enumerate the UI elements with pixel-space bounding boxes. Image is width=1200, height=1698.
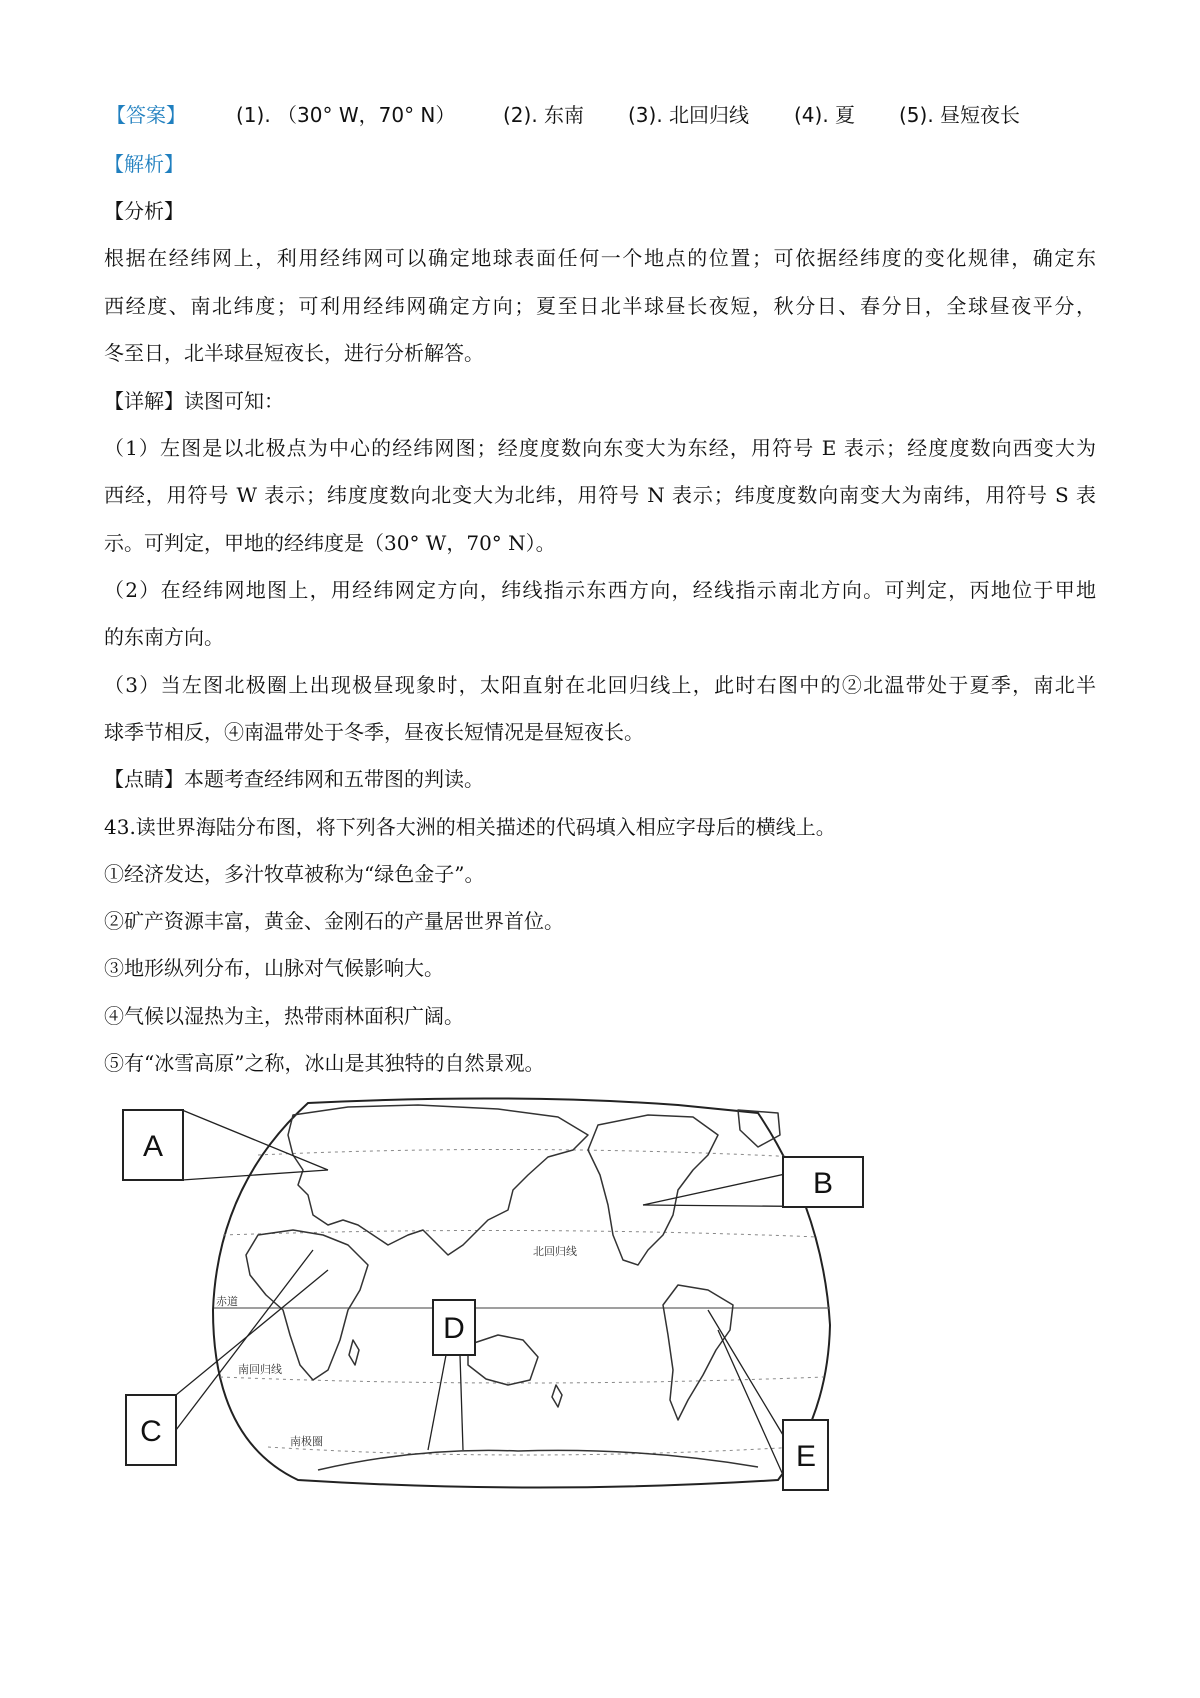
answer-item-2: (2). 东南 (503, 103, 585, 127)
fenxi-line-3: 冬至日，北半球昼短夜长，进行分析解答。 (104, 341, 484, 365)
option-3: ③地形纵列分布，山脉对气候影响大。 (104, 956, 444, 980)
map-label-b: B (812, 1167, 834, 1200)
p3-line-2: 球季节相反，④南温带处于冬季，昼夜长短情况是昼短夜长。 (104, 720, 644, 744)
map-label-e: E (795, 1440, 817, 1473)
continent-antarctica (318, 1450, 758, 1470)
option-2: ②矿产资源丰富，黄金、金刚石的产量居世界首位。 (104, 909, 564, 933)
p2-line-2: 的东南方向。 (104, 625, 224, 649)
p1-line-1: （1）左图是以北极点为中心的经纬网图；经度度数向东变大为东经，用符号 E 表示；经度度数向西变大为 (104, 436, 1096, 460)
analysis-tag: 【解析】 (104, 152, 184, 176)
label-tropic-of-capricorn: 南回归线 (238, 1364, 282, 1376)
answer-item-5: (5). 昼短夜长 (899, 103, 1021, 127)
dianjing-note: 【点睛】本题考查经纬网和五带图的判读。 (104, 767, 484, 791)
map-label-d: D (443, 1312, 465, 1345)
label-equator: 赤道 (216, 1296, 238, 1308)
question-43-stem: 43.读世界海陆分布图，将下列各大洲的相关描述的代码填入相应字母后的横线上。 (104, 815, 836, 839)
continent-south-america (663, 1285, 733, 1420)
map-label-a: A (142, 1130, 164, 1163)
answer-tag: 【答案】 (106, 103, 186, 127)
island-new-zealand (552, 1385, 562, 1407)
label-antarctic-circle: 南极圈 (290, 1436, 323, 1448)
option-4: ④气候以湿热为主，热带雨林面积广阔。 (104, 1004, 464, 1028)
fenxi-tag: 【分析】 (104, 199, 184, 223)
map-outline (213, 1098, 830, 1487)
p3-line-1: （3）当左图北极圈上出现极昼现象时，太阳直射在北回归线上，此时右图中的②北温带处于夏季，南北半 (104, 673, 1096, 697)
answer-item-1: (1). （30° W，70° N） (236, 103, 456, 127)
option-1: ①经济发达，多汁牧草被称为“绿色金子”。 (104, 862, 485, 886)
latitude-line-north (258, 1149, 798, 1157)
p2-line-1: （2）在经纬网地图上，用经纬网定方向，纬线指示东西方向，经线指示南北方向。可判定，丙地位于甲地 (104, 578, 1096, 602)
label-tropic-of-cancer: 北回归线 (533, 1246, 577, 1258)
answer-item-3: (3). 北回归线 (628, 103, 750, 127)
fenxi-line-1: 根据在经纬网上，利用经纬网可以确定地球表面任何一个地点的位置；可依据经纬度的变化规律，确定东 (104, 246, 1096, 270)
island-madagascar (349, 1340, 359, 1365)
answer-item-4: (4). 夏 (794, 103, 856, 127)
p1-line-2: 西经，用符号 W 表示；纬度度数向北变大为北纬，用符号 N 表示；纬度度数向南变大为南纬，用符号 S 表 (104, 483, 1096, 507)
option-5: ⑤有“冰雪高原”之称，冰山是其独特的自然景观。 (104, 1051, 545, 1075)
p1-line-3: 示。可判定，甲地的经纬度是（30° W，70° N）。 (104, 531, 556, 555)
fenxi-line-2: 西经度、南北纬度；可利用经纬网确定方向；夏至日北半球昼长夜短，秋分日、春分日，全球昼夜平分， (104, 294, 1096, 318)
continent-europe-asia (288, 1105, 588, 1255)
world-map-figure (118, 1095, 908, 1495)
xiangjie-heading: 【详解】读图可知： (104, 389, 284, 413)
continent-north-america (588, 1115, 718, 1265)
continent-oceania (468, 1335, 538, 1385)
map-label-c: C (140, 1415, 162, 1448)
